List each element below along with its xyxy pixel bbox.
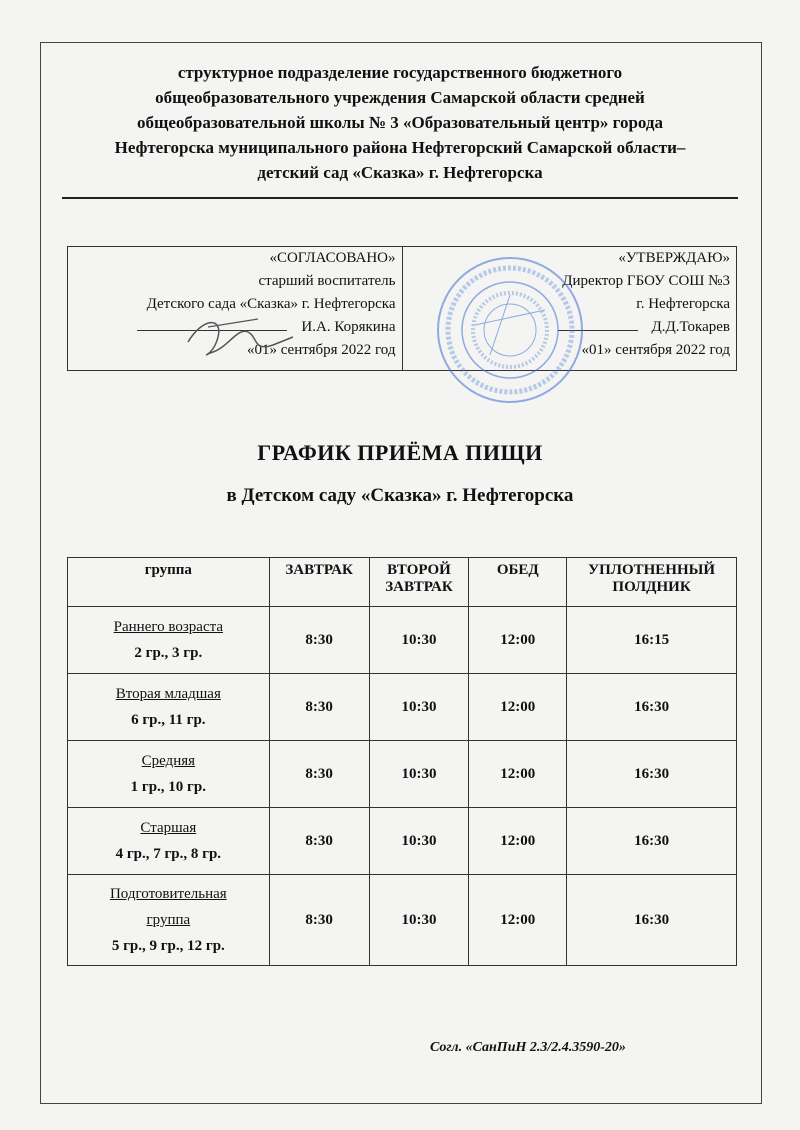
agreed-org: Детского сада «Сказка» г. Нефтегорска bbox=[146, 296, 396, 312]
group-numbers: 4 гр., 7 гр., 8 гр. bbox=[115, 846, 222, 862]
group-numbers: 1 гр., 10 гр. bbox=[130, 779, 206, 795]
approved-org: г. Нефтегорска bbox=[636, 296, 730, 312]
lunch-time: 12:00 bbox=[469, 741, 567, 808]
approval-agreed bbox=[68, 247, 403, 370]
header-line: детский сад «Сказка» г. Нефтегорска bbox=[257, 163, 543, 182]
agreed-position: старший воспитатель bbox=[258, 273, 396, 289]
table-row bbox=[68, 741, 737, 808]
snack-time: 16:30 bbox=[567, 741, 737, 808]
table-row bbox=[68, 875, 737, 966]
second-breakfast-time: 10:30 bbox=[369, 741, 469, 808]
column-header: ЗАВТРАК bbox=[269, 558, 369, 607]
agreed-name: И.А. Корякина bbox=[301, 319, 396, 335]
column-header: УПЛОТНЕННЫЙ ПОЛДНИК bbox=[567, 558, 737, 607]
approval-block bbox=[67, 246, 737, 371]
agreed-heading: «СОГЛАСОВАНО» bbox=[269, 250, 396, 266]
header-line: структурное подразделение государственного бюджетного bbox=[177, 63, 623, 82]
group-numbers: 5 гр., 9 гр., 12 гр. bbox=[111, 938, 225, 954]
snack-time: 16:30 bbox=[567, 808, 737, 875]
approved-date: «01» сентября 2022 год bbox=[581, 342, 730, 358]
snack-time: 16:30 bbox=[567, 875, 737, 966]
group-name-continued: группа bbox=[146, 912, 191, 928]
meal-schedule-table bbox=[67, 557, 737, 966]
breakfast-time: 8:30 bbox=[269, 741, 369, 808]
snack-time: 16:30 bbox=[567, 674, 737, 741]
table-row bbox=[68, 808, 737, 875]
second-breakfast-time: 10:30 bbox=[369, 875, 469, 966]
group-name: Старшая bbox=[140, 820, 197, 836]
approval-approved bbox=[403, 247, 737, 370]
breakfast-time: 8:30 bbox=[269, 875, 369, 966]
second-breakfast-time: 10:30 bbox=[369, 674, 469, 741]
group-name: Раннего возраста bbox=[113, 619, 223, 635]
group-numbers: 6 гр., 11 гр. bbox=[131, 712, 206, 728]
table-row bbox=[68, 607, 737, 674]
breakfast-time: 8:30 bbox=[269, 674, 369, 741]
table-row bbox=[68, 674, 737, 741]
document-title: ГРАФИК ПРИЁМА ПИЩИ bbox=[257, 440, 543, 465]
header-line: общеобразовательной школы № 3 «Образовательный центр» города bbox=[136, 113, 664, 132]
group-name: Вторая младшая bbox=[115, 686, 221, 702]
approved-name: Д.Д.Токарев bbox=[651, 319, 730, 335]
second-breakfast-time: 10:30 bbox=[369, 607, 469, 674]
group-name: Подготовительная bbox=[109, 886, 227, 902]
second-breakfast-time: 10:30 bbox=[369, 808, 469, 875]
snack-time: 16:15 bbox=[567, 607, 737, 674]
group-cell bbox=[68, 674, 270, 741]
column-header: ВТОРОЙ ЗАВТРАК bbox=[369, 558, 469, 607]
agreed-date: «01» сентября 2022 год bbox=[246, 342, 396, 358]
sanpin-reference: Согл. «СанПиН 2.3/2.4.3590-20» bbox=[430, 1040, 626, 1055]
table-header-row bbox=[68, 558, 737, 607]
header-divider bbox=[62, 197, 738, 199]
lunch-time: 12:00 bbox=[469, 674, 567, 741]
lunch-time: 12:00 bbox=[469, 875, 567, 966]
group-numbers: 2 гр., 3 гр. bbox=[134, 645, 203, 661]
column-header: группа bbox=[68, 558, 270, 607]
approved-position: Директор ГБОУ СОШ №3 bbox=[562, 273, 730, 289]
breakfast-time: 8:30 bbox=[269, 808, 369, 875]
group-cell bbox=[68, 808, 270, 875]
column-header: ОБЕД bbox=[469, 558, 567, 607]
group-name: Средняя bbox=[141, 753, 196, 769]
approved-signature-row bbox=[409, 316, 731, 339]
header-line: общеобразовательного учреждения Самарской области средней bbox=[155, 88, 645, 107]
group-cell bbox=[68, 607, 270, 674]
group-cell bbox=[68, 741, 270, 808]
lunch-time: 12:00 bbox=[469, 808, 567, 875]
institution-header bbox=[60, 60, 740, 185]
signature-line bbox=[558, 316, 638, 331]
header-line: Нефтегорска муниципального района Нефтегорский Самарской области– bbox=[114, 138, 686, 157]
handwritten-signature bbox=[178, 307, 298, 362]
group-cell bbox=[68, 875, 270, 966]
lunch-time: 12:00 bbox=[469, 607, 567, 674]
approved-heading: «УТВЕРЖДАЮ» bbox=[618, 250, 730, 266]
document-subtitle: в Детском саду «Сказка» г. Нефтегорска bbox=[226, 485, 574, 506]
breakfast-time: 8:30 bbox=[269, 607, 369, 674]
